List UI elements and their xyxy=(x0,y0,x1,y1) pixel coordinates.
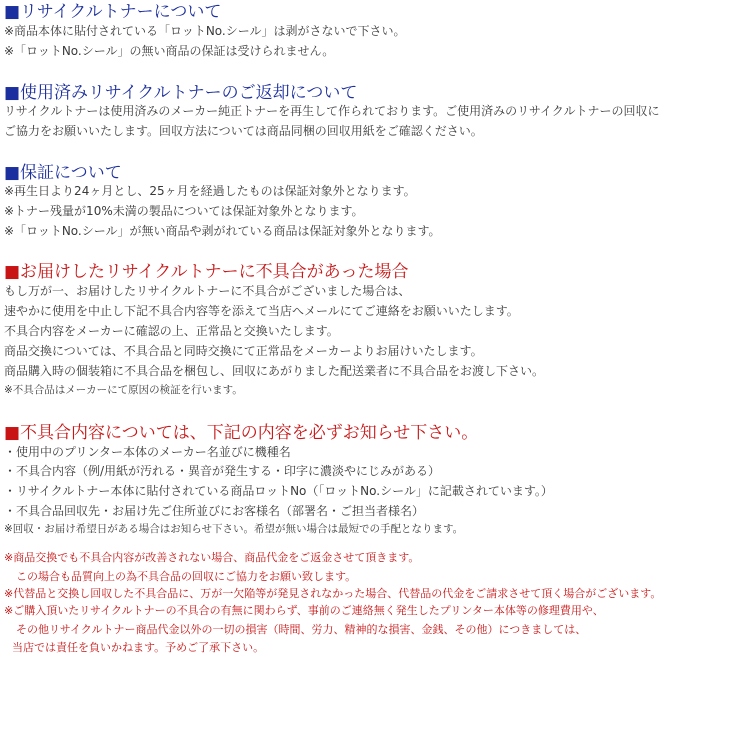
defect-line-1: もし万が一、お届けしたリサイクルトナーに不具合がございました場合は、 xyxy=(4,284,411,298)
defect-note: ※不具合品はメーカーにて原因の検証を行います。 xyxy=(4,384,243,396)
return-heading: ■使用済みリサイクルトナーのご返却について xyxy=(4,83,358,103)
contents-line-2: ・不具合内容（例/用紙が汚れる・異音が発生する・印字に濃淡やにじみがある） xyxy=(4,464,441,478)
warranty-heading: ■保証について xyxy=(4,163,122,183)
defect-line-2: 速やかに使用を中止し下記不具合内容等を添えて当店へメールにてご連絡をお願いいたします。 xyxy=(4,304,519,318)
defect-line-5: 商品購入時の個装箱に不具合品を梱包し、回収にあがりました配送業者に不具合品をお渡し下さい。 xyxy=(4,364,545,378)
notice-line-4: ※ご購入頂いたリサイクルトナーの不具合の有無に関わらず、事前のご連絡無く発生したプリンター本体等の修理費用や、 xyxy=(4,604,604,617)
recycle-heading: ■リサイクルトナーについて xyxy=(4,2,222,22)
warranty-line-1: ※再生日より24ヶ月とし、25ヶ月を経過したものは保証対象外となります。 xyxy=(4,184,416,198)
contents-line-4: ・不具合品回収先・お届け先ご住所並びにお客様名（部署名・ご担当者様名） xyxy=(4,504,425,518)
defect-line-3: 不具合内容をメーカーに確認の上、正常品と交換いたします。 xyxy=(4,324,339,338)
return-line-2: ご協力をお願いいたします。回収方法については商品同梱の回収用紙をご確認ください。 xyxy=(4,124,483,138)
notice-line-2: この場合も品質向上の為不具合品の回収にご協力をお願い致します。 xyxy=(16,570,357,583)
warranty-line-3: ※「ロットNo.シール」が無い商品や剥がれている商品は保証対象外となります。 xyxy=(4,224,441,238)
defect-line-4: 商品交換については、不具合品と同時交換にて正常品をメーカーよりお届けいたします。 xyxy=(4,344,483,358)
notice-line-1: ※商品交換でも不具合内容が改善されない場合、商品代金をご返金させて頂きます。 xyxy=(4,551,420,564)
warranty-line-2: ※トナー残量が10%未満の製品については保証対象外となります。 xyxy=(4,204,364,218)
return-line-1: リサイクルトナーは使用済みのメーカー純正トナーを再生して作られております。ご使用済みのリサイクルトナーの回収に xyxy=(4,104,660,118)
recycle-line-2: ※「ロットNo.シール」の無い商品の保証は受けられません。 xyxy=(4,44,335,58)
notice-line-5: その他リサイクルトナー商品代金以外の一切の損害（時間、労力、精神的な損害、金銭、その他）につきましては、 xyxy=(16,623,587,636)
contents-note: ※回収・お届け希望日がある場合はお知らせ下さい。希望が無い場合は最短での手配となります。 xyxy=(4,523,464,535)
contents-heading: ■不具合内容については、下記の内容を必ずお知らせ下さい。 xyxy=(4,423,479,443)
notice-line-3: ※代替品と交換し回収した不具合品に、万が一欠陥等が発見されなかった場合、代替品の代金をご請求させて頂く場合がございます。 xyxy=(4,587,662,600)
contents-line-1: ・使用中のプリンター本体のメーカー名並びに機種名 xyxy=(4,445,291,459)
recycle-line-1: ※商品本体に貼付されている「ロットNo.シール」は剥がさないで下さい。 xyxy=(4,24,406,38)
notice-line-6: 当店では責任を負いかねます。予めご了承下さい。 xyxy=(12,641,265,654)
contents-line-3: ・リサイクルトナー本体に貼付されている商品ロットNo（「ロットNo.シール」に記載されています。） xyxy=(4,484,553,498)
defect-heading: ■お届けしたリサイクルトナーに不具合があった場合 xyxy=(4,262,409,282)
